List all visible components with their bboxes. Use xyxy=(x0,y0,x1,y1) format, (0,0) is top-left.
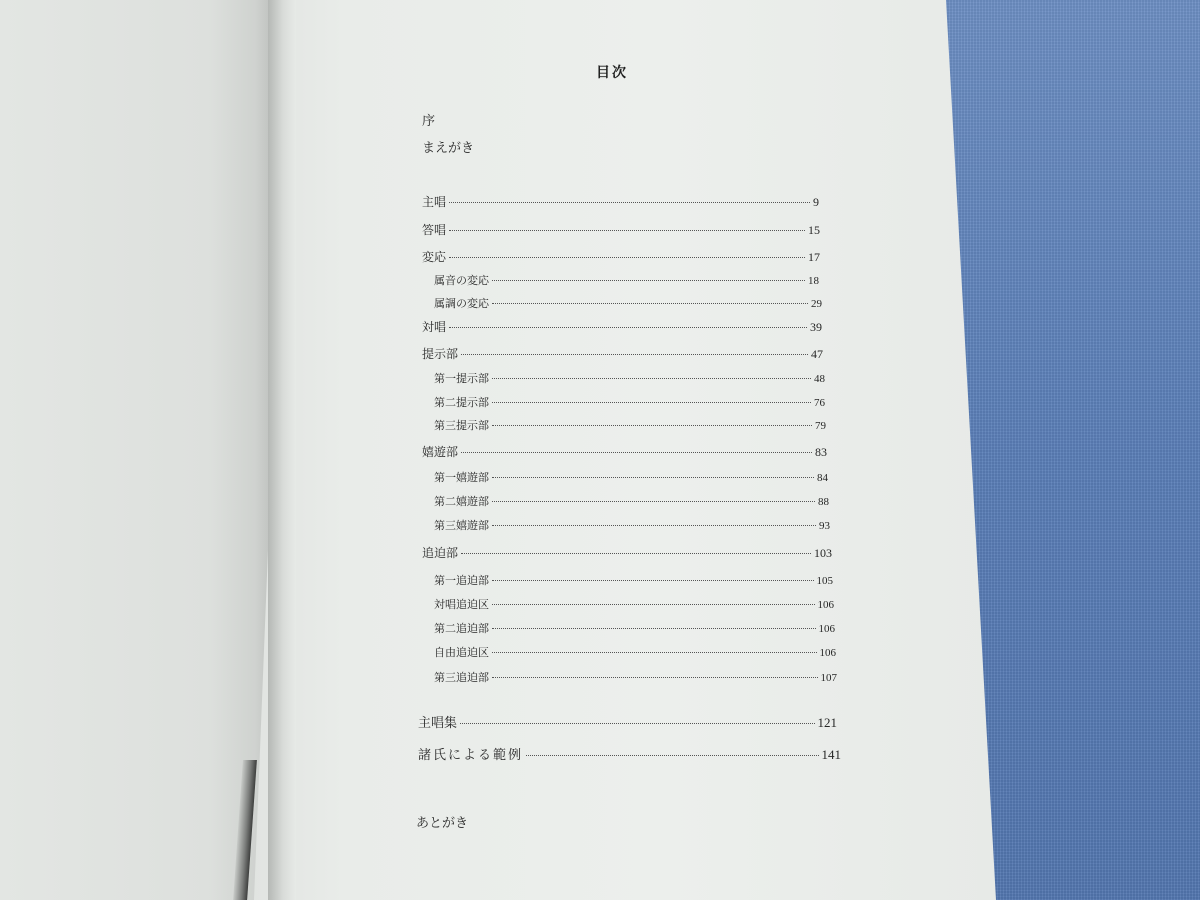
toc-page-number: 141 xyxy=(821,747,841,762)
toc-entry xyxy=(418,744,841,763)
dot-leader xyxy=(492,652,817,653)
toc-entry xyxy=(422,248,820,265)
toc-page-number: 83 xyxy=(815,445,827,459)
dot-leader xyxy=(449,257,805,258)
toc-label: 自由追迫区 xyxy=(434,646,489,659)
dot-leader xyxy=(449,230,805,231)
toc-label: 第一嬉遊部 xyxy=(434,471,489,484)
dot-leader xyxy=(492,501,815,502)
toc-page-number: 17 xyxy=(808,250,820,264)
dot-leader xyxy=(492,425,812,426)
back-matter-afterword: あとがき xyxy=(416,816,469,831)
toc-entry xyxy=(422,221,820,238)
toc-entry xyxy=(422,345,823,362)
toc-label: 属音の変応 xyxy=(434,274,489,287)
toc-page-number: 29 xyxy=(811,298,822,310)
toc-label: 対唱 xyxy=(422,320,447,334)
toc-subentry xyxy=(434,644,836,660)
toc-page-number: 48 xyxy=(814,373,825,385)
toc-label: 第二追迫部 xyxy=(434,622,489,635)
dot-leader xyxy=(492,477,814,478)
page-title: 目次 xyxy=(596,65,628,81)
front-matter-preface: 序 xyxy=(422,114,436,129)
dot-leader xyxy=(526,755,818,756)
toc-page-number: 9 xyxy=(813,195,819,209)
toc-subentry xyxy=(434,469,828,485)
toc-entry xyxy=(422,443,827,460)
toc-label: 主唱 xyxy=(422,195,447,209)
toc-subentry xyxy=(434,517,830,533)
toc-page-number: 18 xyxy=(808,275,819,287)
dot-leader xyxy=(449,327,807,328)
dot-leader xyxy=(492,604,815,605)
toc-subentry xyxy=(434,572,833,588)
toc-page-number: 121 xyxy=(817,715,837,730)
toc-label: 属調の変応 xyxy=(434,297,489,310)
toc-entry xyxy=(422,318,822,335)
toc-page-number: 93 xyxy=(819,520,830,532)
toc-label: 諸氏による範例 xyxy=(418,748,524,763)
toc-label: 対唱追迫区 xyxy=(434,598,489,611)
book-gutter xyxy=(268,0,296,900)
toc-subentry xyxy=(434,370,825,386)
left-page xyxy=(0,0,278,900)
toc-page-number: 103 xyxy=(814,546,832,560)
dot-leader xyxy=(492,580,814,581)
toc-page-number: 105 xyxy=(816,575,833,587)
dot-leader xyxy=(492,677,818,678)
dot-leader xyxy=(492,525,816,526)
dot-leader xyxy=(492,303,808,304)
toc-label: 第二嬉遊部 xyxy=(434,495,489,508)
toc-label: 提示部 xyxy=(422,347,459,361)
dot-leader xyxy=(461,553,811,554)
toc-label: 第二提示部 xyxy=(434,396,489,409)
dot-leader xyxy=(492,280,805,281)
toc-page-number: 106 xyxy=(817,599,834,611)
front-matter-foreword: まえがき xyxy=(422,141,475,156)
toc-entry xyxy=(418,712,837,731)
toc-page-number: 107 xyxy=(820,672,837,684)
toc-label: 第一提示部 xyxy=(434,372,489,385)
toc-label: 嬉遊部 xyxy=(422,445,459,459)
toc-entry xyxy=(422,544,832,561)
toc-label: 追迫部 xyxy=(422,546,459,560)
toc-page-number: 88 xyxy=(818,496,829,508)
toc-page-number: 47 xyxy=(811,347,823,361)
toc-subentry xyxy=(434,272,819,288)
dot-leader xyxy=(461,452,812,453)
dot-leader xyxy=(461,354,808,355)
toc-label: 主唱集 xyxy=(418,716,458,731)
toc-label: 第三追迫部 xyxy=(434,671,489,684)
toc-label: 第三提示部 xyxy=(434,419,489,432)
toc-subentry xyxy=(434,295,822,311)
toc-page-number: 76 xyxy=(814,397,825,409)
toc-subentry xyxy=(434,493,829,509)
toc-page-number: 106 xyxy=(818,623,835,635)
toc-page-number: 15 xyxy=(808,223,820,237)
dot-leader xyxy=(492,402,811,403)
toc-label: 第三嬉遊部 xyxy=(434,519,489,532)
toc-label: 答唱 xyxy=(422,223,447,237)
toc-page-number: 84 xyxy=(817,472,828,484)
toc-subentry xyxy=(434,394,825,410)
dot-leader xyxy=(492,628,816,629)
toc-page-number: 106 xyxy=(819,647,836,659)
dot-leader xyxy=(449,202,810,203)
toc-subentry xyxy=(434,620,835,636)
toc-page-number: 39 xyxy=(810,320,822,334)
dot-leader xyxy=(492,378,811,379)
toc-subentry xyxy=(434,596,834,612)
dot-leader xyxy=(460,723,814,724)
toc-page-number: 79 xyxy=(815,420,826,432)
toc-label: 第一追迫部 xyxy=(434,574,489,587)
toc-label: 変応 xyxy=(422,250,447,264)
toc-subentry xyxy=(434,669,837,685)
toc-subentry xyxy=(434,417,826,433)
toc-entry xyxy=(422,193,819,210)
